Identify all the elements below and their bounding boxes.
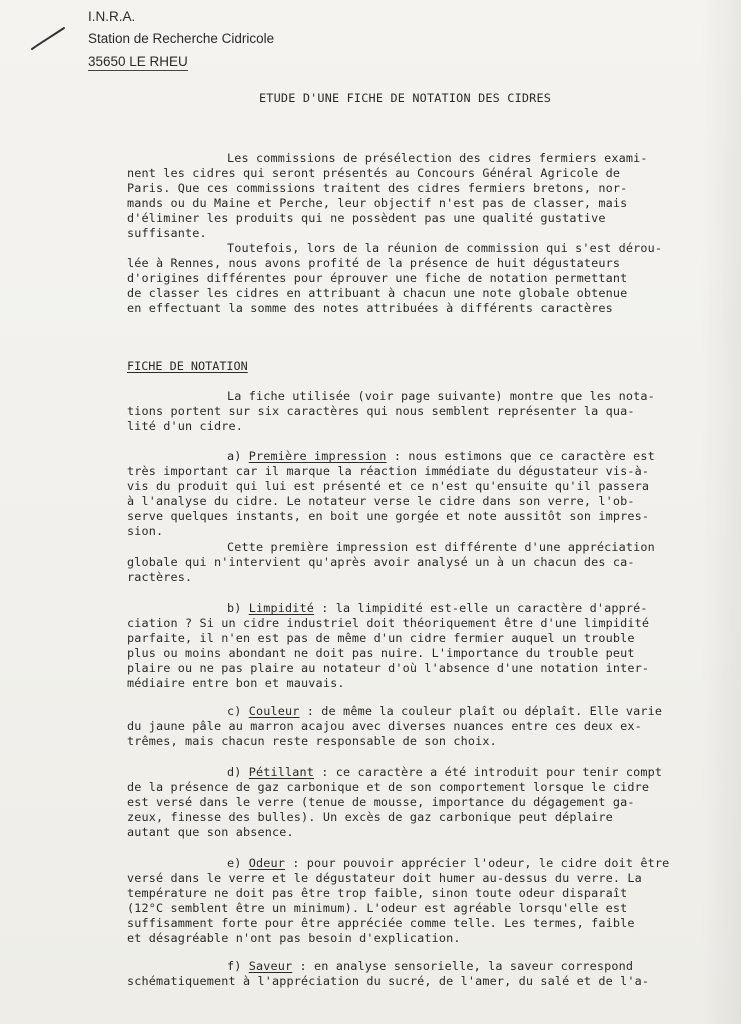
text-line: suffisante. [127, 226, 207, 240]
text-line: autant que son absence. [127, 825, 294, 839]
text-line: plus ou moins abondant ne doit pas nuire. L'importance du trouble peut [127, 646, 635, 660]
item-b-first: : la limpidité est-elle un caractère d'appré- [314, 601, 648, 615]
item-b-term: Limpidité [248, 601, 315, 615]
item-e-term: Odeur [248, 856, 286, 870]
text-line: mands ou du Maine et Perche, leur objectif n'est pas de classer, mais [127, 196, 628, 210]
text-line: très important car il marque la réaction immédiate du dégustateur vis-à- [127, 464, 650, 478]
item-c-term: Couleur [248, 704, 300, 718]
item-b-prefix: b) [227, 601, 249, 615]
text-line: schématiquement à l'appréciation du sucré, de l'amer, du salé et de l'a- [127, 974, 650, 988]
item-e-prefix: e) [227, 856, 249, 870]
item-f-first-line [227, 959, 633, 973]
text-line: médiaire entre bon et mauvais. [127, 676, 345, 690]
text-line: plaire ou ne pas plaire au notateur d'où l'absence d'une notation inter- [127, 661, 650, 675]
item-c-first-line [227, 704, 662, 718]
text-line: lée à Rennes, nous avons profité de la présence de huit dégustateurs [127, 256, 621, 270]
item-f-prefix: f) [227, 959, 249, 973]
item-d-first-line [227, 765, 662, 779]
header-address-text: 35650 LE RHEU [88, 54, 188, 69]
text-line: versé dans le verre et le dégustateur doit humer au-dessus du verre. La [127, 871, 642, 885]
item-e-first-line [227, 856, 669, 870]
header-org: I.N.R.A. [88, 9, 136, 24]
text-line: d'éliminer les produits qui ne possèdent pas une qualité gustative [127, 211, 606, 225]
text-line: tions portent sur six caractères qui nous semblent représenter la qua- [127, 404, 635, 418]
item-a-term: Première impression [248, 449, 387, 463]
text-line: globale qui n'intervient qu'après avoir analysé un à un chacun des ca- [127, 555, 635, 569]
text-line: ractères. [127, 570, 193, 584]
text-line: suffisamment forte pour être appréciée comme telle. Les termes, faible [127, 916, 635, 930]
text-line: ciation ? Si un cidre industriel doit théoriquement être d'une limpidité [127, 616, 650, 630]
text-line: zeux, finesse des bulles). Un excès de gaz carbonique peut déplaire [127, 810, 613, 824]
document-title: ETUDE D'UNE FICHE DE NOTATION DES CIDRES [259, 91, 552, 105]
item-d-prefix: d) [227, 765, 249, 779]
item-d-term: Pétillant [248, 765, 315, 779]
item-e-first: : pour pouvoir apprécier l'odeur, le cidre doit être [285, 856, 670, 870]
text-line: de classer les cidres en attribuant à chacun une note globale obtenue [127, 286, 628, 300]
text-line: nent les cidres qui seront présentés au Concours Général Agricole de [127, 166, 621, 180]
text-line: vis du produit qui lui est présenté et ce n'est qu'ensuite qu'il passera [127, 479, 650, 493]
item-f-term: Saveur [248, 959, 293, 973]
text-line: Cette première impression est différente d'une appréciation [227, 540, 655, 554]
text-line: Paris. Que ces commissions traitent des cidres fermiers bretons, nor- [127, 181, 628, 195]
item-a-first: : nous estimons que ce caractère est [386, 449, 655, 463]
item-b-first-line [227, 601, 648, 615]
header-station: Station de Recherche Cidricole [88, 31, 275, 46]
item-c-first: : de même la couleur plaît ou déplaît. Elle varie [299, 704, 663, 718]
header-address [88, 54, 188, 69]
item-c-prefix: c) [227, 704, 249, 718]
text-line: La fiche utilisée (voir page suivante) montre que les nota- [227, 389, 655, 403]
text-line: en effectuant la somme des notes attribuées à différents caractères [127, 301, 613, 315]
text-line: à l'analyse du cidre. Le notateur verse le cidre dans son verre, l'ob- [127, 494, 635, 508]
item-f-first: : en analyse sensorielle, la saveur correspond [292, 959, 634, 973]
text-line: d'origines différentes pour éprouver une fiche de notation permettant [127, 271, 628, 285]
text-line: Les commissions de présélection des cidres fermiers exami- [227, 151, 648, 165]
text-line: trêmes, mais chacun reste responsable de son choix. [127, 734, 497, 748]
text-line: est versé dans le verre (tenue de mousse, importance du dégagement ga- [127, 795, 635, 809]
text-line: sion. [127, 524, 164, 538]
text-line: parfaite, il n'en est pas de même d'un cidre fermier auquel un trouble [127, 631, 635, 645]
pen-stroke-mark [28, 24, 68, 54]
page-shadow [701, 0, 741, 1024]
item-a-prefix: a) [227, 449, 249, 463]
text-line: serve quelques instants, en boit une gorgée et note aussitôt son impres- [127, 509, 650, 523]
text-line: et désagréable n'ont pas besoin d'explication. [127, 931, 461, 945]
text-line: du jaune pâle au marron acajou avec diverses nuances entre ces deux ex- [127, 719, 642, 733]
section-title: FICHE DE NOTATION [127, 359, 248, 373]
text-line: (12°C semblent être un minimum). L'odeur est agréable lorsqu'elle est [127, 901, 628, 915]
text-line: Toutefois, lors de la réunion de commission qui s'est dérou- [227, 241, 663, 255]
item-a-first-line [227, 449, 655, 463]
text-line: de la présence de gaz carbonique et de son comportement lorsque le cidre [127, 780, 650, 794]
item-d-first: : ce caractère a été introduit pour tenir compt [314, 765, 663, 779]
text-line: température ne doit pas être trop faible, sinon toute odeur disparaît [127, 886, 628, 900]
text-line: lité d'un cidre. [127, 419, 244, 433]
